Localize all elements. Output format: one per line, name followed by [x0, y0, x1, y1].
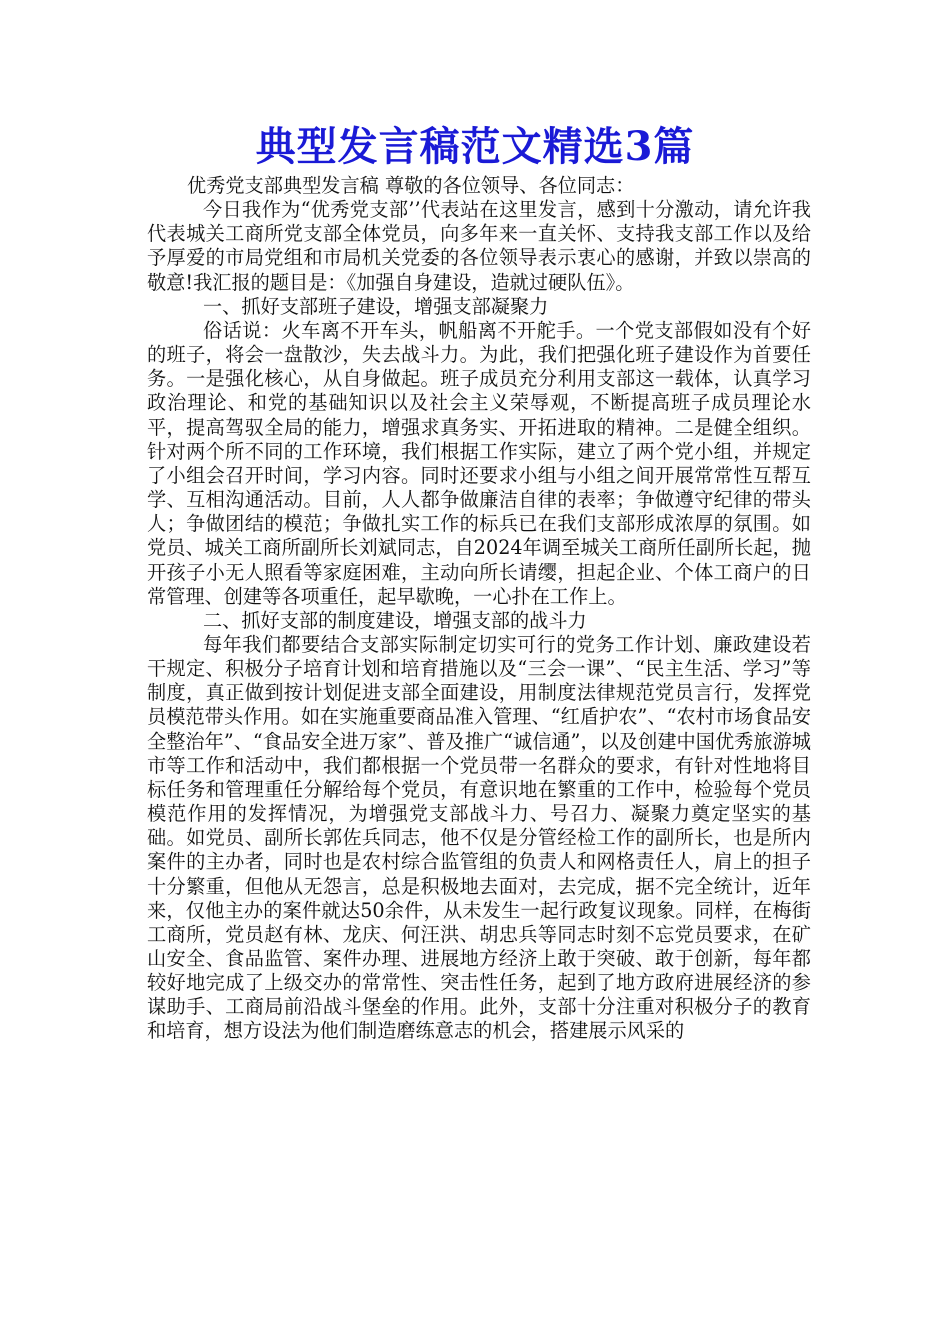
paragraph-opening: 今日我作为“优秀党支部’’代表站在这里发言，感到十分激动，请允许我代表城关工商所党支部全体党员，向多年来一直关怀、支持我支部工作以及给予厚爱的市局党组和市局机关党委的各位领导表示衷心的感谢，并致以崇高的敬意!我汇报的题目是：《加强自身建设，造就过硬队伍》。	[147, 198, 811, 294]
document-title: 典型发言稿范文精选3篇	[255, 123, 695, 170]
section-heading-2: 二、抓好支部的制度建设，增强支部的战斗力	[203, 608, 587, 632]
section-heading-1: 一、抓好支部班子建设，增强支部凝聚力	[203, 294, 549, 318]
paragraph-section-2: 每年我们都要结合支部实际制定切实可行的党务工作计划、廉政建设若干规定、积极分子培育计划和培育措施以及“三会一课”、“民主生活、学习”等制度，真正做到按计划促进支部全面建设，用制度法律规范党员言行，发挥党员模范带头作用。如在实施重要商品准入管理、“红盾护农”、“农村市场食品安全整治年”、“食品安全进万家”、普及推广“诚信通”，以及创建中国优秀旅游城市等工作和活动中，我们都根据一个党员带一名群众的要求，有针对性地将目标任务和管理重任分解给每个党员，有意识地在繁重的工作中，检验每个党员模范作用的发挥情况，为增强党支部战斗力、号召力、凝聚力奠定坚实的基础。如党员、副所长郭佐兵同志，他不仅是分管经检工作的副所长，也是所内案件的主办者，同时也是农村综合监管组的负责人和网格责任人，肩上的担子十分繁重，但他从无怨言，总是积极地去面对，去完成，据不完全统计，近年来，仅他主办的案件就达50余件，从未发生一起行政复议现象。同样，在梅街工商所，党员赵有林、龙庆、何汪洪、胡忠兵等同志时刻不忘党员要求，在矿山安全、食品监管、案件办理、进展地方经济上敢于突破、敢于创新，每年都较好地完成了上级交办的常常性、突击性任务，起到了地方政府进展经济的参谋助手、工商局前沿战斗堡垒的作用。此外，支部十分注重对积极分子的教育和培育，想方设法为他们制造磨练意志的机会，搭建展示风采的	[147, 632, 811, 1043]
document-body	[147, 174, 811, 1044]
intro-line: 优秀党支部典型发言稿 尊敬的各位领导、各位同志：	[187, 174, 635, 197]
paragraph-section-1: 俗话说：火车离不开车头，帆船离不开舵手。一个党支部假如没有个好的班子，将会一盘散沙，失去战斗力。为此，我们把强化班子建设作为首要任务。一是强化核心，从自身做起。班子成员充分利用支部这一载体，认真学习政治理论、和党的基础知识以及社会主义荣辱观，不断提高班子成员理论水平，提高驾驭全局的能力，增强求真务实、开拓进取的精神。二是健全组织。针对两个所不同的工作环境，我们根据工作实际，建立了两个党小组，并规定了小组会召开时间，学习内容。同时还要求小组与小组之间开展常常性互帮互学、互相沟通活动。目前，人人都争做廉洁自律的表率；争做遵守纪律的带头人；争做团结的模范；争做扎实工作的标兵已在我们支部形成浓厚的氛围。如党员、城关工商所副所长刘斌同志，自2024年调至城关工商所任副所长起，抛开孩子小无人照看等家庭困难，主动向所长请缨，担起企业、个体工商户的日常管理、创建等各项重任，起早歇晚，一心扑在工作上。	[147, 318, 811, 608]
